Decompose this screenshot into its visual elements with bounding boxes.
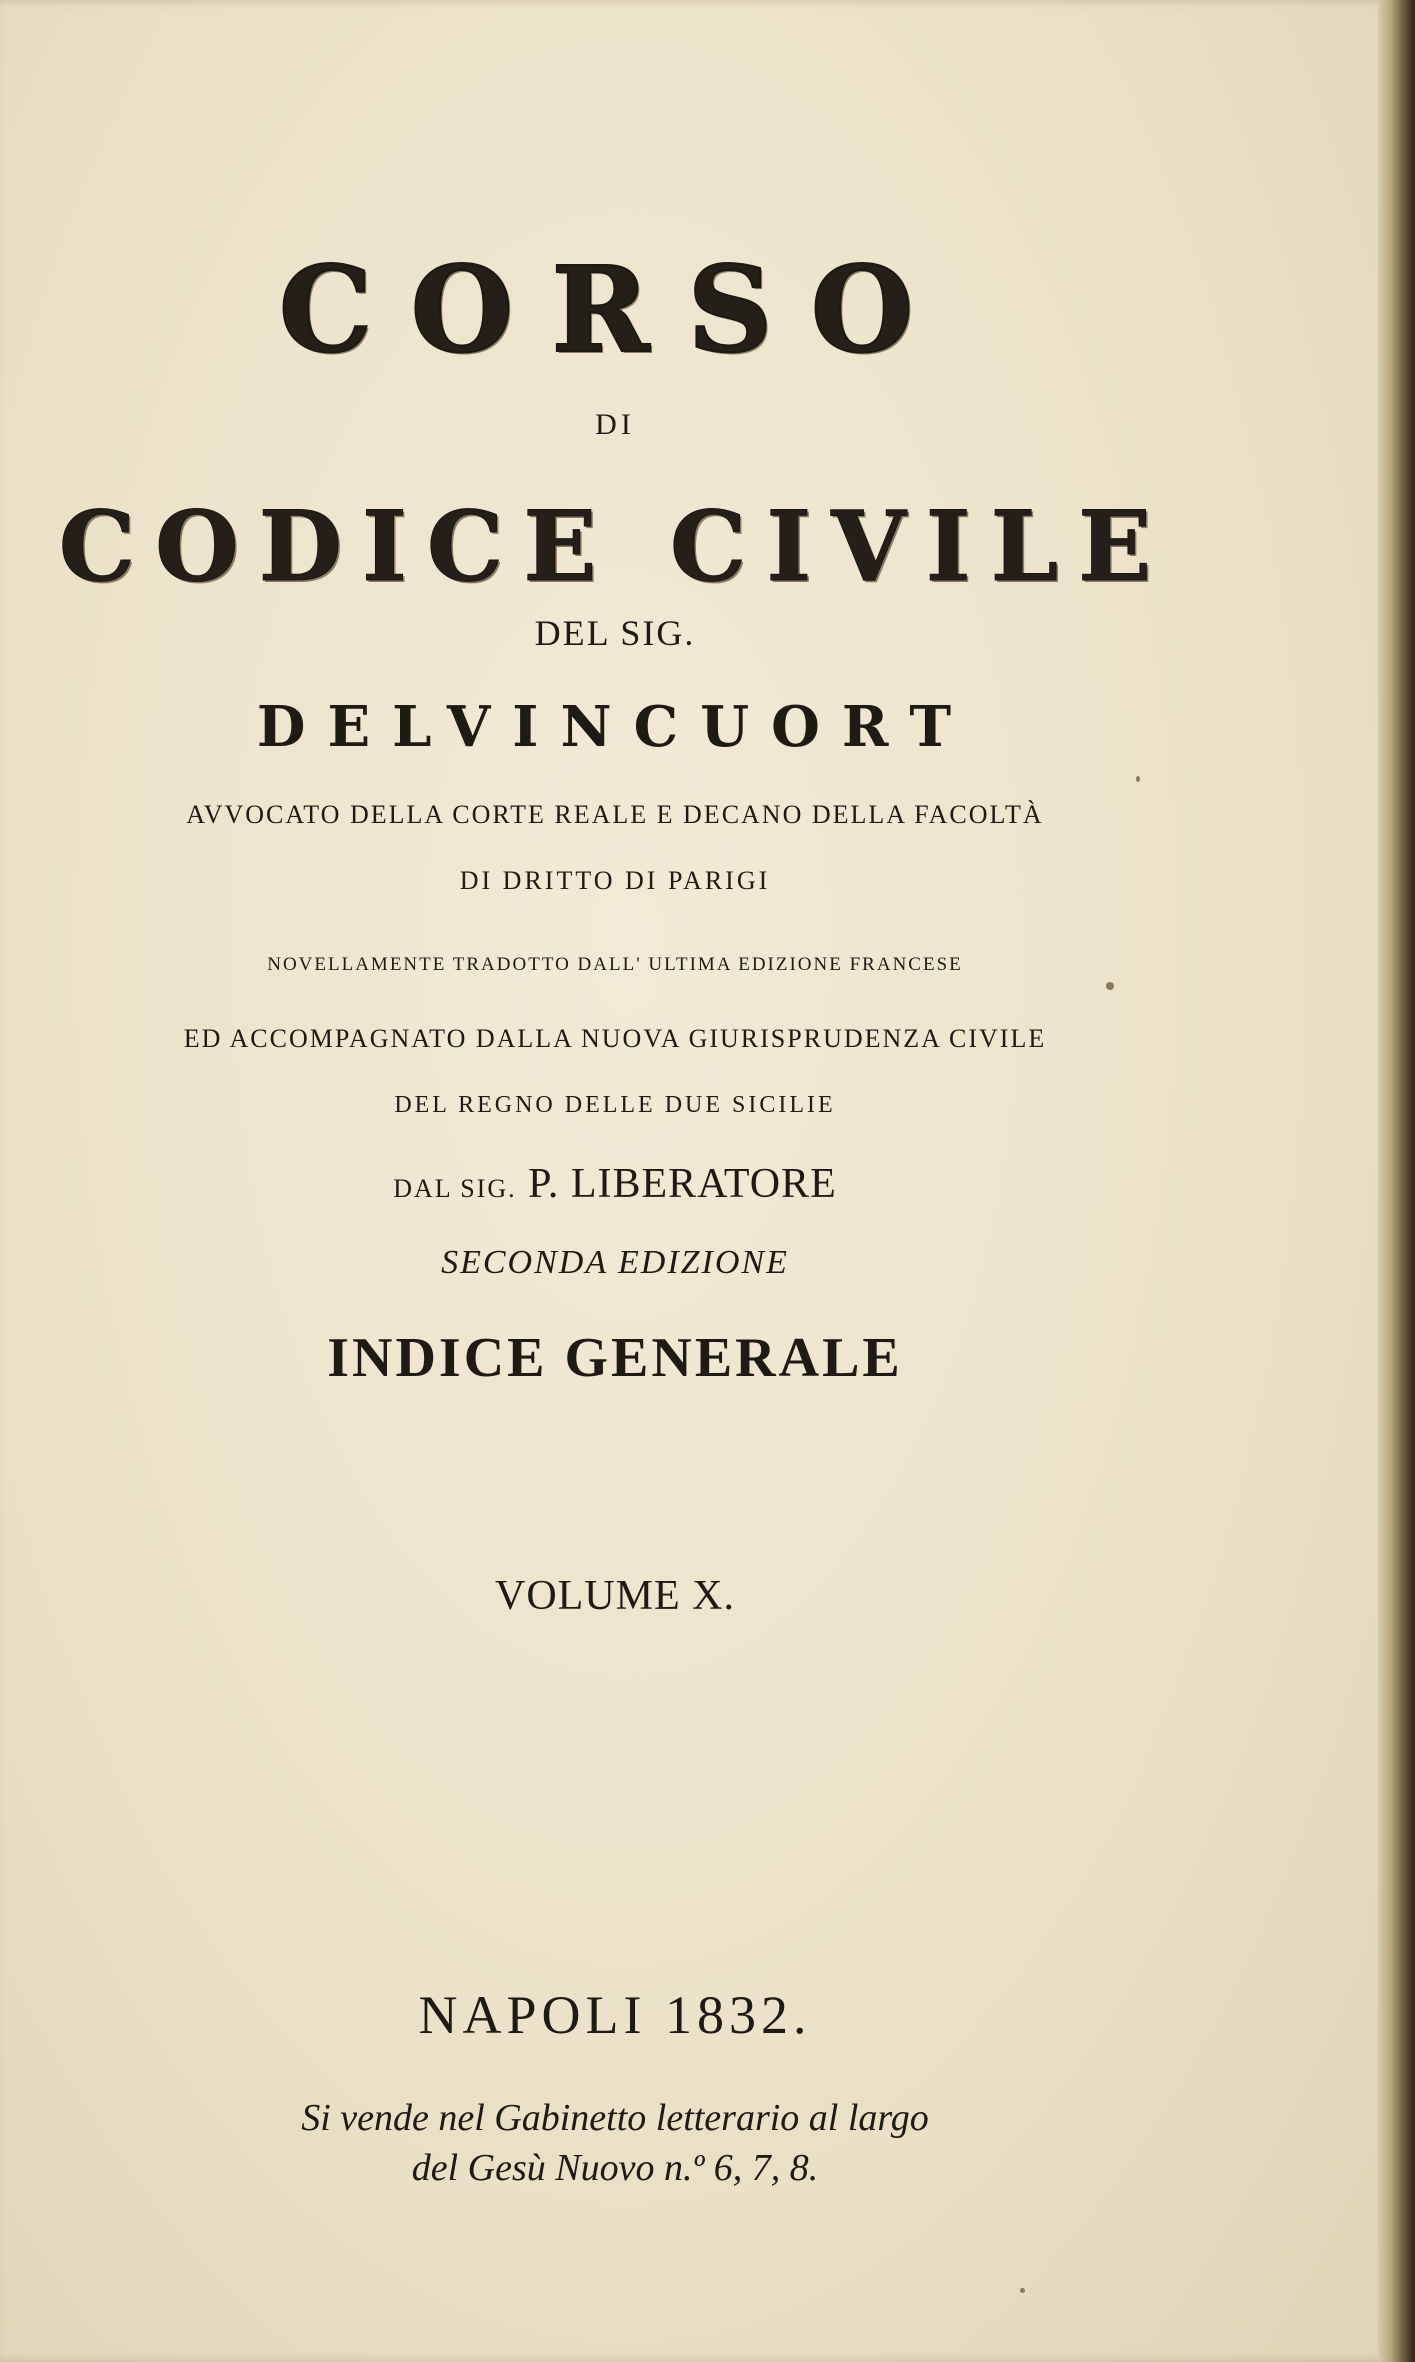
editor-line <box>0 1160 1230 1208</box>
book-title: CORSO <box>278 240 952 379</box>
editor-name: P. LIBERATORE <box>528 1161 837 1207</box>
index-title: INDICE GENERALE <box>327 1327 903 1389</box>
paper-speck <box>1106 982 1114 990</box>
translation-note: NOVELLAMENTE TRADOTTO DALL' ULTIMA EDIZIONE FRANCESE <box>267 954 963 975</box>
accompanied-note: ED ACCOMPAGNATO DALLA NUOVA GIURISPRUDENZA CIVILE <box>183 1024 1047 1053</box>
paper-speck <box>1136 776 1140 782</box>
del-sig-label: DEL SIG. <box>534 613 696 653</box>
imprint: NAPOLI 1832. <box>418 1985 812 2045</box>
author-name: DELVINCUORT <box>256 694 974 760</box>
author-description: AVVOCATO DELLA CORTE REALE E DECANO DELLA FACOLTÀ <box>186 800 1044 829</box>
seller-line-2: del Gesù Nuovo n.º 6, 7, 8. <box>411 2147 819 2189</box>
dal-sig-label: DAL SIG. <box>393 1174 517 1203</box>
title-connector: DI <box>595 408 635 441</box>
accompanied-note-2: DEL REGNO DELLE DUE SICILIE <box>394 1092 836 1118</box>
page-edge <box>1378 0 1415 2362</box>
seller-line-1: Si vende nel Gabinetto letterario al largo <box>301 2097 929 2139</box>
book-subtitle: CODICE CIVILE <box>58 490 1172 603</box>
edition-label: SECONDA EDIZIONE <box>441 1244 789 1281</box>
volume-label: VOLUME X. <box>495 1573 735 1619</box>
paper-speck <box>1020 2288 1025 2293</box>
author-description-2: DI DRITTO DI PARIGI <box>459 866 771 895</box>
